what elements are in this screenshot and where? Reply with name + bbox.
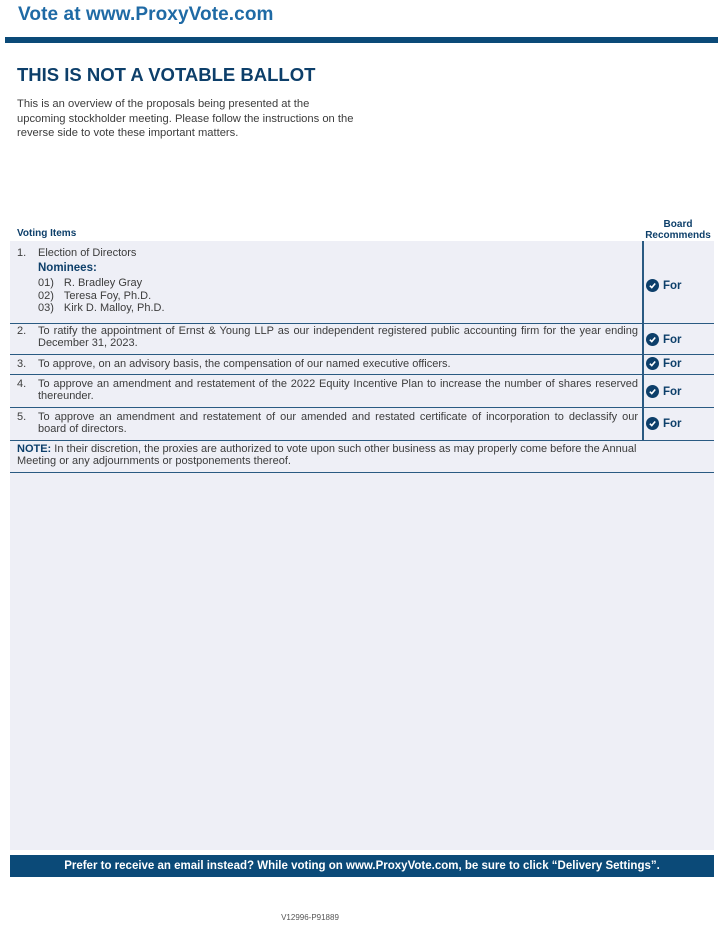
board-recommendation (646, 279, 682, 292)
nominee-number: 01) (38, 277, 54, 289)
header-divider-bar (5, 37, 718, 43)
item-number: 5. (17, 411, 27, 423)
board-recommendation (646, 417, 682, 430)
board-recommendation (646, 357, 682, 370)
voting-item-2 (10, 324, 714, 355)
intro-paragraph: This is an overview of the proposals being presented at the upcoming stockholder meeting. Please follow the instructions on the reverse side to vote these important matters. (17, 98, 354, 139)
check-circle-icon (646, 333, 659, 346)
nominee (38, 302, 638, 315)
check-circle-icon (646, 279, 659, 292)
nominee-number: 02) (38, 289, 54, 302)
item-number: 4. (17, 378, 27, 390)
item-text: To approve an amendment and restatement of our amended and restated certificate of incorporation to declassify our board of directors. (38, 411, 638, 435)
item-text: To approve an amendment and restatement of the 2022 Equity Incentive Plan to increase the number of shares reserved thereunder. (38, 378, 638, 402)
voting-item-4 (10, 375, 714, 408)
note-row (10, 441, 714, 473)
recommendation-label: For (663, 357, 682, 370)
item-number: 1. (17, 247, 27, 259)
recommendation-label: For (663, 279, 682, 292)
item-text: To approve, on an advisory basis, the compensation of our named executive officers. (38, 358, 451, 370)
item-text: To ratify the appointment of Ernst & Young LLP as our independent registered public accounting firm for the year ending December 31, 2023. (38, 325, 638, 349)
nominee-name: Kirk D. Malloy, Ph.D. (63, 302, 165, 314)
recommendation-label: For (663, 333, 682, 346)
voting-item-3 (10, 355, 714, 375)
proxyvote-link[interactable]: Vote at www.ProxyVote.com (18, 4, 274, 25)
board-recommendation (646, 385, 682, 398)
check-circle-icon (646, 357, 659, 370)
document-code: V12996-P91889 (281, 913, 339, 922)
email-delivery-banner: Prefer to receive an email instead? While voting on www.ProxyVote.com, be sure to click “Delivery Settings”. (10, 855, 714, 877)
item-number: 3. (17, 358, 27, 370)
item-title: Election of Directors (38, 247, 137, 259)
note-label: NOTE: (17, 443, 52, 455)
board-header-line1: Board (663, 219, 693, 230)
nominee (38, 277, 638, 290)
board-header-line2: Recommends (645, 230, 711, 241)
nominees-label: Nominees: (38, 262, 97, 274)
voting-item-5 (10, 408, 714, 441)
nominee-number: 03) (38, 302, 54, 314)
item-number: 2. (17, 325, 27, 337)
voting-items-header: Voting Items (17, 228, 77, 239)
page-title: THIS IS NOT A VOTABLE BALLOT (17, 64, 316, 85)
item-text (38, 247, 638, 315)
nominee-list (38, 277, 638, 315)
check-circle-icon (646, 385, 659, 398)
check-circle-icon (646, 417, 659, 430)
board-recommends-header (640, 219, 716, 241)
nominee-name: Teresa Foy, Ph.D. (63, 289, 152, 302)
nominee (38, 290, 638, 303)
voting-item-1 (10, 241, 714, 324)
board-recommendation (646, 333, 682, 346)
recommendation-label: For (663, 417, 682, 430)
note-text (17, 443, 645, 467)
column-divider (642, 241, 644, 440)
nominee-name: R. Bradley Gray (63, 277, 143, 289)
note-body: In their discretion, the proxies are authorized to vote upon such other business as may properly come before the Annual Meeting or any adjournments or postponements thereof. (17, 443, 637, 467)
recommendation-label: For (663, 385, 682, 398)
